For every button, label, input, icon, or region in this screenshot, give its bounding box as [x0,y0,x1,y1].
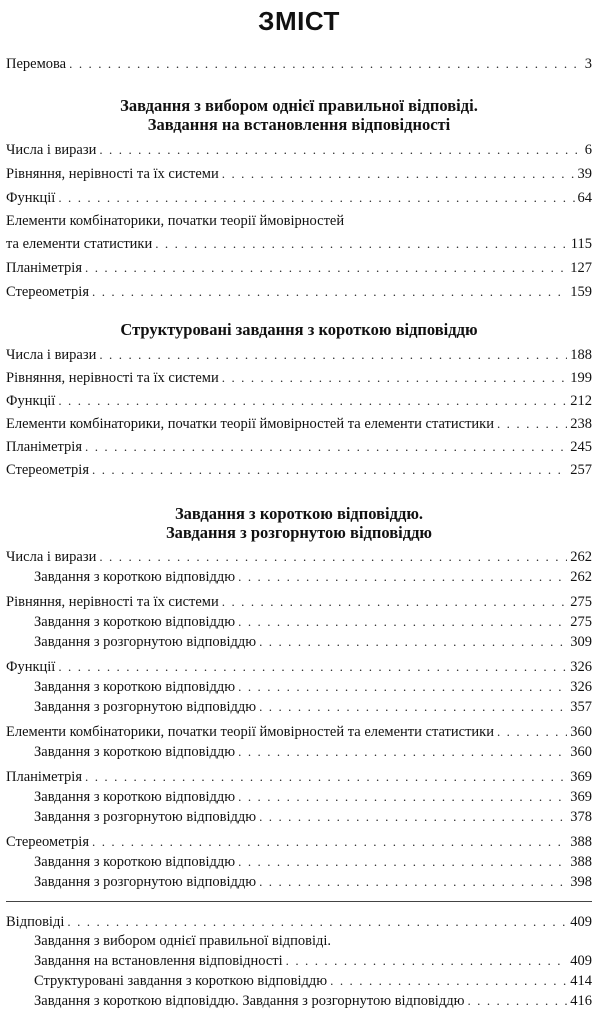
leader-dots [330,971,567,990]
divider [6,901,592,902]
section3-heading-line2: Завдання з розгорнутою відповіддю [165,523,433,542]
subentry-label: Завдання з короткою відповіддю [34,854,236,870]
toc-subentry [6,951,592,971]
leader-dots [238,852,567,871]
toc-subentry [6,872,592,892]
entry-label: Рівняння, нерівності та їх системи [6,594,219,610]
toc-entry [6,164,592,184]
toc-entry [6,140,592,160]
entry-page: 262 [570,569,592,585]
subentry-label: Завдання з розгорнутою відповіддю [34,634,257,650]
entry-label: Елементи комбінаторики, початки теорії ймовірностей та елементи статистики [6,724,494,740]
entry-page: 39 [577,166,592,182]
entry-page: 414 [570,973,592,989]
entry-page: 326 [570,659,592,675]
leader-dots [58,188,574,207]
entry-page: 275 [570,614,592,630]
toc-entry [6,188,592,208]
toc-subentry [6,787,592,807]
entry-label: Стереометрія [6,834,89,850]
leader-dots [259,872,567,891]
leader-dots [69,54,582,73]
entry-page: 378 [570,809,592,825]
subentry-label: Завдання з розгорнутою відповіддю [34,809,257,825]
entry-page: 6 [584,142,592,158]
entry-label: Функції [6,393,56,409]
entry-page: 416 [570,993,592,1009]
toc-entry [6,258,592,278]
section3-heading-line1: Завдання з короткою відповіддю. [174,504,424,523]
leader-dots [99,140,581,159]
toc-entry [6,414,592,434]
section2-heading: Структуровані завдання з короткою відповіддю [120,320,478,339]
section1-heading-line1: Завдання з вибором однієї правильної відповіді. [120,96,478,115]
leader-dots [222,164,575,183]
toc-entry [6,368,592,388]
leader-dots [222,592,568,611]
entry-page: 3 [584,56,592,72]
toc-entry-intro [6,54,592,74]
entry-page: 309 [570,634,592,650]
entry-label-line2: та елементи статистики [6,236,153,252]
leader-dots [238,677,567,696]
subentry-label: Завдання з короткою відповіддю [34,789,236,805]
toc-subentry [6,677,592,697]
leader-dots [67,912,567,931]
entry-page: 360 [570,744,592,760]
leader-dots [222,368,568,387]
toc-subentry [6,612,592,632]
entry-label-line1: Елементи комбінаторики, початки теорії ймовірностей [6,213,345,229]
leader-dots [58,391,567,410]
leader-dots [497,414,567,433]
toc-subentry [6,632,592,652]
entry-page: 409 [570,914,592,930]
entry-page: 388 [570,834,592,850]
entry-page: 369 [570,789,592,805]
toc-entry [6,767,592,787]
answers-sub1-line2: Завдання на встановлення відповідності [34,953,283,969]
leader-dots [92,832,567,851]
entry-page: 388 [570,854,592,870]
toc-entry [6,657,592,677]
entry-page: 257 [570,462,592,478]
subentry-label: Структуровані завдання з короткою відповіддю [34,973,328,989]
toc-entry [6,234,592,254]
subentry-label: Завдання з короткою відповіддю. Завдання з розгорнутою відповіддю [34,993,465,1009]
entry-page: 262 [570,549,592,565]
leader-dots [155,234,568,253]
entry-page: 326 [570,679,592,695]
entry-page: 369 [570,769,592,785]
entry-label: Стереометрія [6,284,89,300]
toc-subentry [6,567,592,587]
entry-label: Елементи комбінаторики, початки теорії ймовірностей та елементи статистики [6,416,494,432]
toc-subentry [6,852,592,872]
entry-page: 199 [570,370,592,386]
entry-label: Числа і вирази [6,142,97,158]
leader-dots [497,722,567,741]
entry-page: 127 [570,260,592,276]
toc-entry [6,832,592,852]
leader-dots [85,767,567,786]
toc-subentry [6,991,592,1011]
entry-label: Числа і вирази [6,347,97,363]
leader-dots [238,742,567,761]
entry-page: 245 [570,439,592,455]
toc-subentry [6,697,592,717]
leader-dots [238,567,567,586]
entry-label: Перемова [6,56,67,72]
leader-dots [99,547,567,566]
answers-sub1-line1: Завдання з вибором однієї правильної відповіді. [34,933,332,949]
entry-label: Стереометрія [6,462,89,478]
entry-page: 357 [570,699,592,715]
toc-entry [6,391,592,411]
leader-dots [259,807,567,826]
section1-heading-line2: Завдання на встановлення відповідності [147,115,451,134]
entry-label: Планіметрія [6,260,83,276]
entry-label: Функції [6,659,56,675]
subentry-label: Завдання з короткою відповіддю [34,614,236,630]
entry-label: Відповіді [6,914,65,930]
leader-dots [259,632,567,651]
toc-entry [6,282,592,302]
subentry-label: Завдання з короткою відповіддю [34,679,236,695]
entry-label: Планіметрія [6,439,83,455]
leader-dots [238,612,567,631]
toc-entry [6,592,592,612]
leader-dots [238,787,567,806]
entry-page: 360 [570,724,592,740]
leader-dots [92,282,567,301]
toc-entry-answers [6,912,592,932]
entry-page: 275 [570,594,592,610]
leader-dots [99,345,567,364]
toc-entry [6,547,592,567]
toc-entry [6,460,592,480]
entry-page: 238 [570,416,592,432]
entry-label: Функції [6,190,56,206]
leader-dots [92,460,567,479]
entry-label: Числа і вирази [6,549,97,565]
leader-dots [259,697,567,716]
entry-page: 115 [570,236,592,252]
page-title: ЗМІСТ [258,6,340,36]
leader-dots [58,657,567,676]
subentry-label: Завдання з короткою відповіддю [34,744,236,760]
entry-page: 409 [570,953,592,969]
toc-subentry [6,971,592,991]
entry-page: 159 [570,284,592,300]
leader-dots [85,258,567,277]
entry-label: Рівняння, нерівності та їх системи [6,370,219,386]
toc-entry [6,437,592,457]
subentry-label: Завдання з короткою відповіддю [34,569,236,585]
subentry-label: Завдання з розгорнутою відповіддю [34,699,257,715]
toc-entry [6,722,592,742]
leader-dots [85,437,567,456]
entry-page: 64 [577,190,592,206]
leader-dots [467,991,567,1010]
subentry-label: Завдання з розгорнутою відповіддю [34,874,257,890]
entry-label: Рівняння, нерівності та їх системи [6,166,219,182]
entry-label: Планіметрія [6,769,83,785]
toc-subentry [6,807,592,827]
toc-entry [6,345,592,365]
entry-page: 398 [570,874,592,890]
entry-page: 212 [570,393,592,409]
entry-page: 188 [570,347,592,363]
toc-subentry [6,742,592,762]
leader-dots [286,951,568,970]
